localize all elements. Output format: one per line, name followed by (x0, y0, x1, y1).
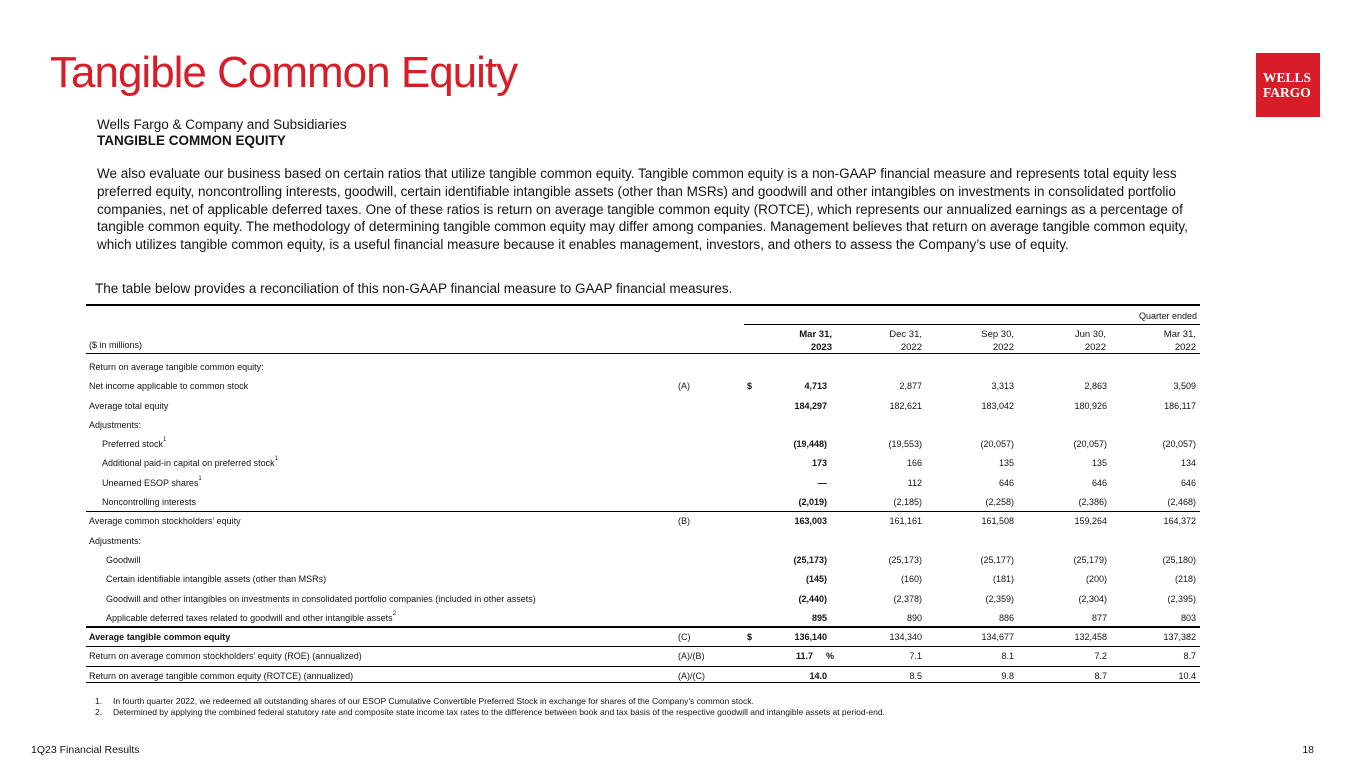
cell-value: 184,297 (794, 401, 827, 411)
cell-value: (2,386) (1078, 497, 1107, 507)
row-label-text: Average common stockholders’ equity (89, 516, 241, 526)
percent-sign: % (826, 651, 835, 661)
column-header (742, 328, 832, 354)
cell-value: 182,621 (889, 401, 922, 411)
table-bottom-rule (86, 682, 1200, 683)
row-label (89, 401, 168, 411)
row-label-text: Average total equity (89, 401, 169, 411)
logo-line1: WELLS (1263, 70, 1312, 85)
column-header-line2: 2022 (900, 342, 922, 353)
column-header-line1: Sep 30, (981, 329, 1014, 340)
cell-value: 8.1 (1001, 651, 1014, 661)
cell-value: 8.7 (1183, 651, 1196, 661)
table-row (86, 551, 1200, 571)
row-label (89, 536, 141, 546)
cell-value: 180,926 (1074, 401, 1107, 411)
row-label-text: Net income applicable to common stock (89, 381, 249, 391)
intro-sentence: The table below provides a reconciliation of this non-GAAP financial measure to GAAP financial measures. (95, 281, 733, 296)
row-label (106, 574, 326, 584)
row-label (89, 671, 353, 681)
table-row (86, 626, 1200, 648)
column-header-line2: 2022 (992, 342, 1014, 353)
column-header (832, 328, 922, 354)
row-label (102, 497, 196, 507)
row-label (89, 651, 362, 661)
cell-value: 134,677 (981, 632, 1014, 642)
cell-value: 646 (1180, 478, 1196, 488)
row-label (89, 381, 248, 391)
page-title: Tangible Common Equity (50, 48, 518, 97)
table-row (86, 646, 1200, 667)
cell-value: 166 (906, 458, 922, 468)
cell-value: 8.5 (909, 671, 922, 681)
cell-value: (25,173) (888, 555, 922, 565)
cell-value: 134 (1180, 458, 1196, 468)
cell-value: 159,264 (1074, 516, 1107, 526)
cell-value: (2,304) (1078, 594, 1107, 604)
cell-value: (20,057) (980, 439, 1014, 449)
cell-value: (25,180) (1162, 555, 1196, 565)
column-header-line2: 2022 (1174, 342, 1196, 353)
cell-value: (181) (992, 574, 1014, 584)
cell-value: (20,057) (1073, 439, 1107, 449)
cell-value: 3,509 (1173, 381, 1196, 391)
column-header-line1: Dec 31, (889, 329, 922, 340)
cell-value: 135 (1091, 458, 1107, 468)
cell-value: 137,382 (1163, 632, 1196, 642)
table-row (86, 511, 1200, 532)
table-row (86, 377, 1200, 397)
cell-value: 4,713 (804, 381, 827, 391)
cell-value: 186,117 (1164, 401, 1196, 411)
row-label-text: Goodwill and other intangibles on investments in consolidated portfolio companies (included in other assets) (106, 594, 536, 604)
cell-value: 7.2 (1094, 651, 1107, 661)
page-number: 18 (1302, 744, 1314, 756)
cell-value: 183,042 (981, 401, 1014, 411)
table-row (86, 666, 1200, 687)
row-label (102, 439, 166, 449)
row-label-text: Goodwill (106, 555, 141, 565)
cell-value: (145) (805, 574, 827, 584)
cell-value: 646 (998, 478, 1014, 488)
row-label-text: Return on average tangible common equity (ROTCE) (annualized) (89, 671, 354, 681)
cell-value: 2,877 (899, 381, 922, 391)
row-label-text: Certain identifiable intangible assets (other than MSRs) (106, 574, 327, 584)
row-label (106, 613, 396, 623)
cell-value: 11.7 (795, 651, 813, 661)
cell-value: (20,057) (1162, 439, 1196, 449)
cell-value: (2,395) (1167, 594, 1196, 604)
table-row (86, 532, 1200, 552)
row-label-text: Average tangible common equity (89, 632, 231, 642)
column-header-line2: 2023 (810, 342, 832, 353)
column-header-line1: Mar 31, (799, 329, 832, 340)
cell-value: (2,378) (893, 594, 922, 604)
column-header (1016, 328, 1106, 354)
cell-value: 132,458 (1074, 632, 1107, 642)
row-label-text: Additional paid-in capital on preferred stock (102, 458, 275, 468)
cell-value: 161,161 (889, 516, 922, 526)
cell-value: 8.7 (1094, 671, 1107, 681)
cell-value: (160) (900, 574, 922, 584)
currency-symbol: $ (747, 381, 753, 391)
cell-value: (2,019) (798, 497, 827, 507)
row-reference: (C) (678, 632, 691, 642)
row-label-text: Adjustments: (89, 420, 142, 430)
section-subtitle: TANGIBLE COMMON EQUITY (97, 133, 286, 148)
cell-value: 14.0 (809, 671, 827, 681)
cell-value: 163,003 (794, 516, 827, 526)
column-header-line1: Jun 30, (1074, 329, 1106, 340)
row-label-text: Return on average tangible common equity: (89, 362, 264, 372)
cell-value: (2,468) (1167, 497, 1196, 507)
footnote-ref: 1 (198, 476, 202, 482)
cell-value: (200) (1085, 574, 1107, 584)
quarter-ended-rule (744, 324, 1200, 325)
cell-value: 135 (998, 458, 1014, 468)
footnote (95, 707, 885, 717)
cell-value: (2,359) (985, 594, 1014, 604)
row-label (102, 478, 202, 488)
cell-value: 646 (1091, 478, 1107, 488)
table-row (86, 454, 1200, 474)
footnote (95, 696, 754, 706)
footnote-text: In fourth quarter 2022, we redeemed all outstanding shares of our ESOP Cumulative Convertible Preferred Stock in exchange for shares of the Company’s common stock. (113, 696, 754, 706)
row-label-text: Noncontrolling interests (102, 497, 197, 507)
wells-fargo-logo (1256, 53, 1320, 117)
footnote-ref: 1 (274, 456, 278, 462)
cell-value: 7.1 (909, 651, 922, 661)
column-header (924, 328, 1014, 354)
cell-value: 173 (811, 458, 827, 468)
footnote-number: 1. (95, 696, 103, 706)
cell-value: 161,508 (981, 516, 1014, 526)
table-row (86, 397, 1200, 417)
cell-value: 112 (907, 478, 922, 488)
cell-value: (25,177) (980, 555, 1014, 565)
cell-value: 2,863 (1084, 381, 1107, 391)
quarter-ended-label: Quarter ended (1138, 311, 1197, 321)
row-reference: (B) (678, 516, 690, 526)
cell-value: 3,313 (991, 381, 1014, 391)
row-label-text: Return on average common stockholders’ equity (ROE) (annualized) (89, 651, 362, 661)
table-row (86, 570, 1200, 590)
currency-symbol: $ (747, 632, 753, 642)
description-paragraph: We also evaluate our business based on certain ratios that utilize tangible common equity. Tangible common equity is a non-GAAP financial measure and represents total equity less preferred equity, noncontrolling interests, goodwill, certain identifiable intangible assets (other than MSRs) and goodwill and other intangibles on investments in consolidated portfolio companies, net of applicable deferred taxes. One of these ratios is return on average tangible common equity (ROTCE), which represents our annualized earnings as a percentage of tangible common equity. The methodology of determining tangible common equity may differ among companies. Management believes that return on average tangible common equity, which utilizes tangible common equity, is a useful financial measure because it enables management, investors, and others to assess the Company’s use of equity. (97, 166, 1188, 253)
footnote-ref: 1 (163, 437, 167, 443)
table-top-rule (86, 304, 1200, 306)
footer-label: 1Q23 Financial Results (31, 744, 140, 756)
cell-value: 890 (906, 613, 922, 623)
footnote-text: Determined by applying the combined federal statutory rate and composite state income tax rates to the difference between book and tax basis of the respective goodwill and intangible assets at period-end. (113, 707, 885, 717)
footnote-number: 2. (95, 707, 103, 717)
row-label (106, 594, 536, 604)
cell-value: — (818, 478, 827, 488)
cell-value: 136,140 (794, 632, 827, 642)
row-label-text: Unearned ESOP shares (102, 478, 199, 488)
table-row (86, 416, 1200, 436)
cell-value: (218) (1174, 574, 1196, 584)
cell-value: 886 (998, 613, 1014, 623)
cell-value: (2,440) (798, 594, 827, 604)
cell-value: (19,553) (888, 439, 922, 449)
column-header-line2: 2022 (1084, 342, 1106, 353)
row-reference: (A)/(C) (678, 671, 705, 681)
cell-value: 803 (1180, 613, 1196, 623)
table-row (86, 493, 1200, 513)
column-header (1106, 328, 1196, 354)
row-label-text: Preferred stock (102, 439, 164, 449)
units-label: ($ in millions) (89, 340, 143, 350)
cell-value: 895 (811, 613, 827, 623)
table-row (86, 435, 1200, 455)
row-label-text: Applicable deferred taxes related to goodwill and other intangible assets (106, 613, 393, 623)
row-label (89, 420, 141, 430)
table-row (86, 474, 1200, 494)
header-bottom-rule (86, 353, 1200, 354)
table-row (86, 590, 1200, 610)
cell-value: (19,448) (793, 439, 827, 449)
row-label-text: Adjustments: (89, 536, 142, 546)
cell-value: 164,372 (1163, 516, 1196, 526)
column-header-line1: Mar 31, (1163, 329, 1196, 340)
cell-value: (2,185) (893, 497, 922, 507)
cell-value: 10.4 (1178, 671, 1196, 681)
footnote-ref: 2 (392, 611, 397, 617)
row-label (89, 632, 230, 642)
cell-value: 134,340 (889, 632, 922, 642)
row-label (89, 516, 241, 526)
row-reference: (A) (678, 381, 690, 391)
row-label (106, 555, 141, 565)
row-label (89, 362, 264, 372)
table-row (86, 358, 1200, 378)
logo-line2: FARGO (1263, 85, 1311, 100)
cell-value: 877 (1091, 613, 1107, 623)
cell-value: (2,258) (985, 497, 1014, 507)
cell-value: (25,179) (1073, 555, 1107, 565)
cell-value: 9.8 (1001, 671, 1014, 681)
row-label (102, 458, 278, 468)
cell-value: (25,173) (793, 555, 827, 565)
row-reference: (A)/(B) (678, 651, 705, 661)
company-name: Wells Fargo & Company and Subsidiaries (97, 117, 347, 132)
